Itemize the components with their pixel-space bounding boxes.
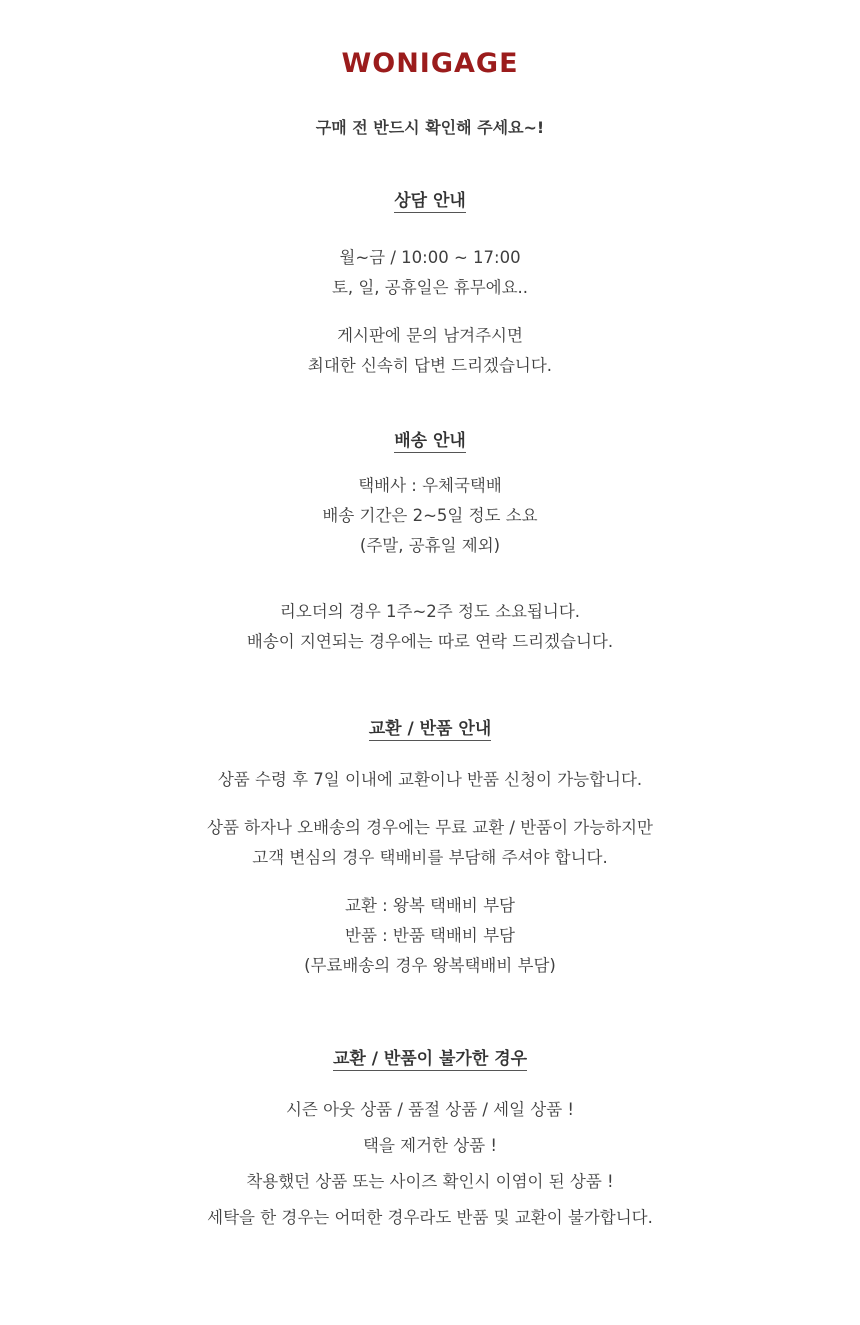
consult-hours	[0, 243, 860, 303]
exchange-fees	[0, 891, 860, 981]
restriction-item: 택을 제거한 상품 !	[363, 1136, 497, 1155]
exchange-title: 교환 / 반품 안내	[368, 719, 492, 739]
exchange-period	[0, 765, 860, 795]
exchange-defect	[0, 813, 860, 873]
restrictions-list	[0, 1092, 860, 1236]
purchase-notice: 구매 전 반드시 확인해 주세요~!	[315, 118, 545, 137]
exchange-heading	[0, 714, 860, 739]
brand-logo: WONIGAGE	[341, 48, 519, 79]
restriction-item: 세탁을 한 경우는 어떠한 경우라도 반품 및 교환이 불가합니다.	[207, 1208, 653, 1227]
restriction-item: 시즌 아웃 상품 / 품절 상품 / 세일 상품 !	[285, 1100, 575, 1119]
shipping-reorder-line: 리오더의 경우 1주~2주 정도 소요됩니다.	[279, 602, 581, 621]
restriction-item: 착용했던 상품 또는 사이즈 확인시 이염이 된 상품 !	[246, 1172, 614, 1191]
shipping-info	[0, 471, 860, 561]
shipping-info-line: 택배사 : 우체국택배	[358, 476, 502, 495]
consult-board-line: 게시판에 문의 남겨주시면	[337, 326, 523, 345]
exchange-defect-line: 상품 하자나 오배송의 경우에는 무료 교환 / 반품이 가능하지만	[207, 818, 653, 837]
restrictions-title: 교환 / 반품이 불가한 경우	[332, 1049, 528, 1069]
consult-hours-line: 월~금 / 10:00 ~ 17:00	[339, 248, 521, 267]
shipping-heading	[0, 426, 860, 451]
consult-heading	[0, 186, 860, 211]
shipping-reorder-line: 배송이 지연되는 경우에는 따로 연락 드리겠습니다.	[246, 632, 614, 651]
exchange-fees-line: 반품 : 반품 택배비 부담	[345, 926, 515, 945]
consult-hours-line: 토, 일, 공휴일은 휴무에요..	[331, 278, 529, 297]
exchange-period-line: 상품 수령 후 7일 이내에 교환이나 반품 신청이 가능합니다.	[217, 770, 643, 789]
exchange-defect-line: 고객 변심의 경우 택배비를 부담해 주셔야 합니다.	[252, 848, 608, 867]
shipping-info-line: (주말, 공휴일 제외)	[359, 536, 501, 555]
restrictions-heading	[0, 1044, 860, 1069]
shipping-reorder	[0, 597, 860, 657]
exchange-fees-line: 교환 : 왕복 택배비 부담	[345, 896, 515, 915]
exchange-fees-line: (무료배송의 경우 왕복택배비 부담)	[304, 956, 556, 975]
shipping-info-line: 배송 기간은 2~5일 정도 소요	[322, 506, 538, 525]
consult-title: 상담 안내	[394, 191, 466, 211]
consult-board-line: 최대한 신속히 답변 드리겠습니다.	[307, 356, 553, 375]
consult-board	[0, 321, 860, 381]
shipping-title: 배송 안내	[394, 431, 466, 451]
